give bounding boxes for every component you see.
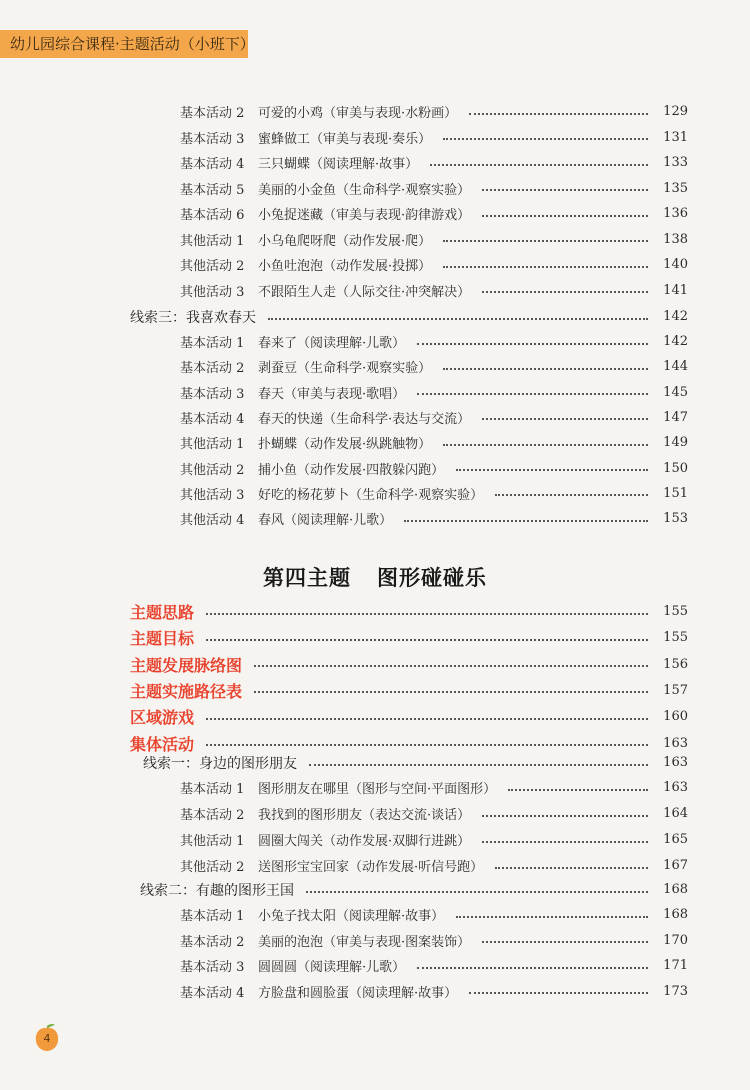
dot-leader	[469, 992, 648, 994]
toc-clue-heading	[0, 877, 750, 902]
dot-leader	[508, 789, 648, 791]
toc-entry	[0, 201, 750, 226]
page-ref: 153	[663, 511, 688, 527]
activity-number: 基本活动 4	[180, 411, 245, 427]
page-ref: 138	[663, 231, 688, 247]
dot-leader	[306, 891, 648, 893]
activity-title: 我找到的图形朋友（表达交流·谈话）	[258, 808, 471, 823]
page-ref: 168	[663, 907, 688, 922]
dot-leader	[482, 418, 648, 420]
toc-entry	[0, 979, 750, 1004]
page-ref: 167	[663, 858, 688, 873]
page-ref: 160	[663, 709, 688, 725]
page-ref: 165	[663, 832, 688, 847]
page-ref: 142	[663, 309, 688, 324]
dot-leader	[443, 266, 648, 268]
activity-number: 基本活动 2	[180, 934, 245, 950]
dot-leader	[254, 691, 648, 693]
activity-number: 其他活动 1	[180, 834, 245, 849]
section-title: 主题目标	[130, 629, 195, 649]
dot-leader	[417, 393, 648, 395]
toc-entry	[0, 506, 750, 531]
page-ref: 142	[663, 334, 688, 349]
activity-number: 其他活动 3	[180, 284, 245, 300]
activity-number: 其他活动 2	[180, 259, 245, 274]
page-ref: 163	[663, 735, 688, 751]
activity-number: 基本活动 2	[180, 361, 245, 377]
activity-number: 基本活动 3	[180, 131, 245, 147]
page-ref: 163	[663, 755, 688, 770]
activity-title: 春来了（阅读理解·儿歌）	[258, 336, 406, 351]
dot-leader	[417, 967, 648, 969]
page-ref: 133	[663, 155, 688, 170]
activity-number: 基本活动 1	[180, 909, 245, 924]
activity-title: 圆圈大闯关（动作发展·双脚行进跳）	[258, 834, 471, 849]
toc-clue-heading	[0, 750, 750, 775]
dot-leader	[443, 444, 648, 446]
activity-number: 基本活动 1	[180, 336, 245, 351]
page-ref: 155	[663, 630, 688, 646]
toc-entry	[0, 354, 750, 379]
activity-title: 蜜蜂做工（审美与表现·奏乐）	[258, 131, 432, 147]
section-title: 主题思路	[130, 603, 195, 622]
activity-title: 圆圆圆（阅读理解·儿歌）	[258, 960, 406, 975]
toc-entry	[0, 125, 750, 150]
dot-leader	[482, 941, 648, 943]
toc-entry	[0, 827, 750, 852]
activity-title: 捕小鱼（动作发展·四散躲闪跑）	[258, 462, 445, 478]
dot-leader	[482, 815, 648, 817]
page-ref: 171	[663, 958, 688, 973]
dot-leader	[482, 291, 648, 293]
activity-title: 小兔子找太阳（阅读理解·故事）	[258, 909, 445, 924]
activity-number: 基本活动 4	[180, 157, 245, 172]
clue-title: 线索三：我喜欢春天	[130, 309, 256, 326]
page-ref: 151	[663, 485, 688, 501]
activity-title: 扑蝴蝶（动作发展·纵跳触物）	[258, 437, 432, 453]
dot-leader	[456, 469, 648, 471]
page-ref: 170	[663, 932, 688, 948]
toc-section	[0, 625, 750, 650]
activity-title: 美丽的小金鱼（生命科学·观察实验）	[258, 182, 471, 198]
dot-leader	[430, 164, 648, 166]
page-ref: 163	[663, 780, 688, 795]
toc-entry	[0, 902, 750, 927]
activity-title: 春风（阅读理解·儿歌）	[258, 513, 393, 529]
section-title: 区域游戏	[130, 708, 195, 728]
theme-label: 第四主题	[263, 565, 351, 590]
activity-number: 其他活动 2	[180, 462, 245, 478]
page-ref: 144	[663, 359, 688, 375]
toc-entry	[0, 928, 750, 953]
activity-number: 其他活动 3	[180, 487, 245, 503]
theme-heading	[0, 562, 750, 592]
activity-title: 小兔捉迷藏（审美与表现·韵律游戏）	[258, 208, 471, 223]
dot-leader	[206, 718, 648, 720]
toc-entry	[0, 953, 750, 978]
activity-number: 基本活动 6	[180, 208, 245, 223]
activity-title: 小鱼吐泡泡（动作发展·投掷）	[258, 259, 432, 274]
toc-entry	[0, 99, 750, 124]
activity-number: 基本活动 3	[180, 960, 245, 975]
dot-leader	[443, 368, 648, 370]
page-ref: 150	[663, 460, 688, 476]
activity-title: 送图形宝宝回家（动作发展·听信号跑）	[258, 860, 484, 875]
activity-title: 方脸盘和圆脸蛋（阅读理解·故事）	[258, 985, 458, 1001]
toc-entry	[0, 176, 750, 201]
activity-title: 剥蚕豆（生命科学·观察实验）	[258, 361, 432, 377]
dot-leader	[495, 494, 648, 496]
section-title: 主题实施路径表	[130, 681, 243, 701]
activity-number: 基本活动 5	[180, 182, 245, 198]
page-ref: 156	[663, 656, 688, 672]
toc-entry	[0, 278, 750, 303]
dot-leader	[417, 343, 648, 345]
dot-leader	[206, 744, 648, 746]
toc-entry	[0, 430, 750, 455]
activity-number: 其他活动 1	[180, 233, 245, 249]
page-ref: 145	[663, 384, 688, 400]
activity-number: 其他活动 4	[180, 513, 245, 529]
activity-title: 小乌龟爬呀爬（动作发展·爬）	[258, 233, 432, 249]
activity-title: 可爱的小鸡（审美与表现·水粉画）	[258, 106, 458, 121]
activity-number: 其他活动 2	[180, 860, 245, 875]
activity-title: 春天（审美与表现·歌唱）	[258, 386, 406, 402]
dot-leader	[206, 639, 648, 641]
toc-entry	[0, 481, 750, 506]
dot-leader	[254, 665, 648, 667]
page-number: 4	[43, 1032, 51, 1045]
clue-title: 线索二：有趣的图形王国	[140, 882, 294, 899]
page-ref: 140	[663, 257, 688, 272]
page-ref: 149	[663, 435, 688, 451]
toc-entry	[0, 380, 750, 405]
dot-leader	[443, 240, 648, 242]
activity-title: 三只蝴蝶（阅读理解·故事）	[258, 157, 419, 172]
dot-leader	[469, 113, 648, 115]
activity-number: 基本活动 3	[180, 386, 245, 402]
page-ref: 141	[663, 282, 688, 298]
activity-title: 春天的快递（生命科学·表达与交流）	[258, 411, 471, 427]
activity-number: 其他活动 1	[180, 437, 245, 453]
toc-clue-heading	[0, 304, 750, 329]
page-ref: 168	[663, 882, 688, 897]
theme-name: 图形碰碰乐	[377, 565, 487, 590]
page-ref: 131	[663, 129, 688, 145]
activity-title: 图形朋友在哪里（图形与空间·平面图形）	[258, 782, 497, 797]
activity-number: 基本活动 4	[180, 985, 245, 1001]
header-title: 幼儿园综合课程·主题活动（小班下）	[0, 30, 248, 58]
toc-section	[0, 704, 750, 729]
page-ref: 129	[663, 104, 688, 119]
toc-entry	[0, 775, 750, 800]
activity-number: 基本活动 2	[180, 106, 245, 121]
page-ref: 164	[663, 806, 688, 821]
toc-entry	[0, 329, 750, 354]
activity-title: 不跟陌生人走（人际交往·冲突解决）	[258, 284, 471, 300]
dot-leader	[482, 189, 648, 191]
activity-title: 美丽的泡泡（审美与表现·图案装饰）	[258, 934, 471, 950]
dot-leader	[206, 613, 648, 615]
page-ref: 155	[663, 604, 688, 619]
dot-leader	[495, 867, 648, 869]
clue-title: 线索一：身边的图形朋友	[143, 755, 297, 772]
toc-entry	[0, 456, 750, 481]
dot-leader	[482, 841, 648, 843]
dot-leader	[404, 520, 648, 522]
toc-section	[0, 678, 750, 703]
dot-leader	[443, 138, 648, 140]
section-title: 主题发展脉络图	[130, 655, 243, 675]
page-number-badge	[34, 1022, 60, 1052]
toc-section	[0, 652, 750, 677]
dot-leader	[309, 764, 648, 766]
dot-leader	[268, 318, 648, 320]
page-ref: 173	[663, 983, 688, 999]
section-title: 集体活动	[130, 734, 195, 754]
page-ref: 135	[663, 180, 688, 196]
page-ref: 147	[663, 409, 688, 425]
toc-section	[0, 599, 750, 624]
toc-entry	[0, 801, 750, 826]
dot-leader	[482, 215, 648, 217]
toc-entry	[0, 405, 750, 430]
toc-entry	[0, 150, 750, 175]
activity-number: 基本活动 1	[180, 782, 245, 797]
page-ref: 157	[663, 682, 688, 698]
toc-entry	[0, 252, 750, 277]
activity-number: 基本活动 2	[180, 808, 245, 823]
toc-entry	[0, 853, 750, 878]
toc-entry	[0, 227, 750, 252]
page-ref: 136	[663, 206, 688, 221]
activity-title: 好吃的杨花萝卜（生命科学·观察实验）	[258, 487, 484, 503]
dot-leader	[456, 916, 648, 918]
